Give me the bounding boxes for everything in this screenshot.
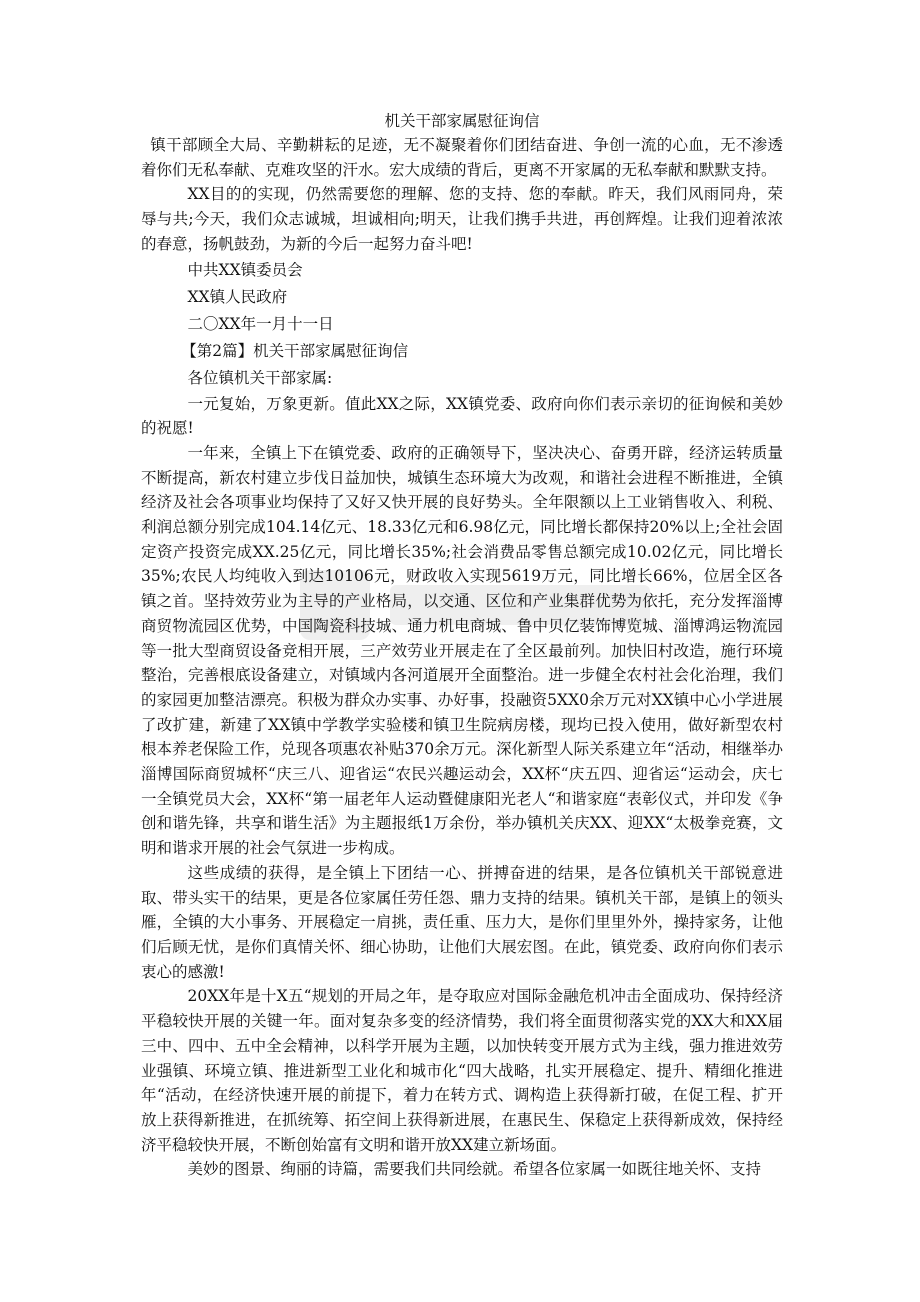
paragraph-2: XX目的的实现，仍然需要您的理解、您的支持、您的奉献。昨天，我们风雨同舟，荣辱与共;今天，我们众志诚城，坦诚相向;明天，让我们携手共进，再创辉煌。让我们迎着浓浓的春意，扬帆鼓劲，为新的今后一起努力奋斗吧! <box>141 185 783 253</box>
document-title: 机关干部家属慰征询信 <box>384 112 540 130</box>
signature-party-committee: 中共XX镇委员会 <box>187 260 303 279</box>
paragraph-4: 一年来，全镇上下在镇党委、政府的正确领导下，坚决决心、奋勇开辟，经济运转质量不断提高，新农村建立步伐日益加快，城镇生态环境大为改观，和谐社会进程不断推进，全镇经济及社会各项事业均保持了又好又快开展的良好势头。全年限额以上工业销售收入、利税、利润总额分别完成104.14亿元、18.33亿元和6.98亿元，同比增长都保持20%以上;全社会固定资产投资完成XX.25亿元，同比增长35%;社会消费品零售总额完成10.02亿元，同比增长35%;农民人均纯收入到达10106元，财政收入实现5619万元，同比增长66%，位居全区各镇之首。坚持效劳业为主导的产业格局，以交通、区位和产业集群优势为依托，充分发挥淄博商贸物流园区优势，中国陶瓷科技城、通力机电商城、鲁中贝亿装饰博览城、淄博鸿运物流园等一批大型商贸设备竞相开展，三产效劳业开展走在了全区最前列。加快旧村改造，施行环境整治，完善根底设备建立，对镇域内各河道展开全面整治。进一步健全农村社会化治理，我们的家园更加整洁漂亮。积极为群众办实事、办好事，投融资5XX0余万元对XX镇中心小学进展了改扩建，新建了XX镇中学教学实验楼和镇卫生院病房楼，现均已投入使用，做好新型农村根本养老保险工作，兑现各项惠农补贴370余万元。深化新型人际关系建立年“活动，相继举办淄博国际商贸城杯“庆三八、迎省运“农民兴趣运动会，XX杯“庆五四、迎省运“运动会，庆七一全镇党员大会，XX杯“第一届老年人运动暨健康阳光老人“和谐家庭“表彰仪式，并印发《争创和谐先锋，共享和谐生活》为主题报纸1万余份，举办镇机关庆XX、迎XX“太极拳竞赛，文明和谐求开展的社会气氛进一步构成。 <box>141 443 784 858</box>
paragraph-3: 一元复始，万象更新。值此XX之际，XX镇党委、政府向你们表示亲切的征询候和美妙的祝愿! <box>141 394 783 438</box>
section-2-title: 【第2篇】机关干部家属慰征询信 <box>181 341 409 360</box>
paragraph-5: 这些成绩的获得，是全镇上下团结一心、拼搏奋进的结果，是各位镇机关干部锐意进取、带头实干的结果，更是各位家属任劳任怨、鼎力支持的结果。镇机关干部，是镇上的领头雁，全镇的大小事务、开展稳定一肩挑，责任重、压力大，是你们里里外外，操持家务，让他们后顾无忧，是你们真情关怀、细心协助，让他们大展宏图。在此，镇党委、政府向你们表示衷心的感激! <box>141 863 783 981</box>
paragraph-6: 20XX年是十X五“规划的开局之年，是夺取应对国际金融危机冲击全面成功、保持经济平稳较快开展的关键一年。面对复杂多变的经济情势，我们将全面贯彻落实党的XX大和XX届三中、四中、五中全会精神，以科学开展为主题，以加快转变开展方式为主线，强力推进效劳业强镇、环境立镇、推进新型工业化和城市化“四大战略，扎实开展稳定、提升、精细化推进年“活动，在经济快速开展的前提下，着力在转方式、调构造上获得新打破，在促工程、扩开放上获得新推进，在抓统筹、拓空间上获得新进展，在惠民生、保稳定上获得新成效，保持经济平稳较快开展，不断创始富有文明和谐开放XX建立新场面。 <box>141 987 783 1154</box>
signature-government: XX镇人民政府 <box>187 287 288 306</box>
paragraph-7: 美妙的图景、绚丽的诗篇，需要我们共同绘就。希望各位家属一如既往地关怀、支持 <box>187 1160 762 1179</box>
salutation: 各位镇机关干部家属: <box>187 368 333 387</box>
document-page <box>141 110 783 1182</box>
paragraph-1: 镇干部顾全大局、辛勤耕耘的足迹，无不凝聚着你们团结奋进、争创一流的心血，无不渗透着你们无私奉献、克难攻坚的汗水。宏大成绩的背后，更离不开家属的无私奉献和默默支持。 <box>141 136 783 179</box>
letter-date: 二〇XX年一月十一日 <box>187 314 334 333</box>
